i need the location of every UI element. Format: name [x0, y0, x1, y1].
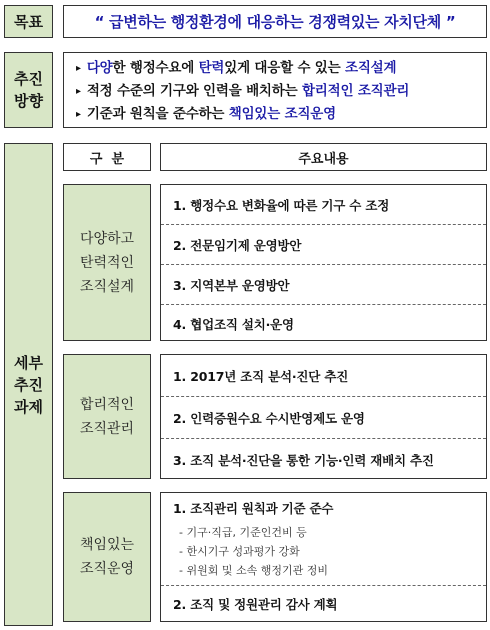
column-header-category [63, 143, 151, 171]
category-text: 다양하고 탄력적인 조직설계 [79, 230, 135, 295]
direction-text: 있게 대응할 수 있는 [224, 60, 345, 76]
category-text: 책임있는 조직운영 [79, 537, 135, 577]
content-cell [160, 354, 487, 479]
task-item: 2. 조직 및 정원관리 감사 계획 [173, 597, 338, 612]
task-item: 1. 조직관리 원칙과 기준 준수 [173, 501, 334, 516]
sub-item: - 한시기구 성과평가 강화 [179, 545, 300, 558]
tasks-label [4, 143, 53, 626]
bullet-icon: ▸ [76, 109, 81, 120]
goal-label [4, 5, 53, 38]
direction-item [76, 103, 486, 126]
sub-item: - 위원회 및 소속 행정기관 정비 [179, 564, 328, 577]
direction-highlight: 합리적인 조직관리 [301, 83, 410, 99]
category-cell [63, 354, 151, 479]
task-item: 2. 인력증원수요 수시반영제도 운영 [161, 397, 486, 439]
goal-statement [63, 5, 487, 38]
task-item: 2. 전문임기제 운영방안 [161, 225, 486, 265]
sub-item: - 기구·직급, 기준인건비 등 [179, 526, 307, 539]
goal-statement-text: “ 급변하는 행정환경에 대응하는 경쟁력있는 자치단체 ” [94, 13, 456, 31]
direction-list [63, 52, 487, 128]
content-cell [160, 492, 487, 622]
direction-highlight: 조직설계 [344, 60, 397, 76]
direction-text: 한 행정수요에 [112, 60, 199, 76]
direction-text: 적정 수준의 기구와 인력을 배치하는 [86, 83, 302, 99]
goal-label-text: 목표 [14, 12, 43, 31]
category-text: 합리적인 조직관리 [79, 396, 135, 437]
header-text: 구 분 [89, 151, 125, 167]
header-text: 주요내용 [298, 151, 349, 167]
direction-highlight: 다양 [86, 60, 113, 76]
tasks-label-text: 세부 추진 과제 [14, 353, 43, 416]
direction-highlight: 책임있는 조직운영 [228, 106, 336, 122]
bullet-icon: ▸ [76, 63, 81, 74]
content-cell [160, 184, 487, 341]
direction-label-text: 추진 방향 [14, 70, 43, 110]
task-item: 4. 협업조직 설치·운영 [173, 317, 294, 332]
direction-item [76, 80, 486, 103]
task-item: 1. 행정수요 변화율에 따른 기구 수 조정 [161, 185, 486, 225]
direction-text: 기준과 원칙을 준수하는 [86, 106, 229, 122]
category-cell [63, 492, 151, 622]
task-item-group [161, 493, 486, 586]
column-header-content [160, 143, 487, 171]
bullet-icon: ▸ [76, 86, 81, 97]
task-item: 1. 2017년 조직 분석·진단 추진 [161, 355, 486, 397]
task-item: 3. 지역본부 운영방안 [161, 265, 486, 305]
direction-item [76, 57, 486, 80]
direction-highlight: 탄력 [198, 60, 225, 76]
direction-label [4, 52, 53, 128]
task-item: 3. 조직 분석·진단을 통한 기능·인력 재배치 추진 [173, 452, 434, 468]
category-cell [63, 184, 151, 341]
